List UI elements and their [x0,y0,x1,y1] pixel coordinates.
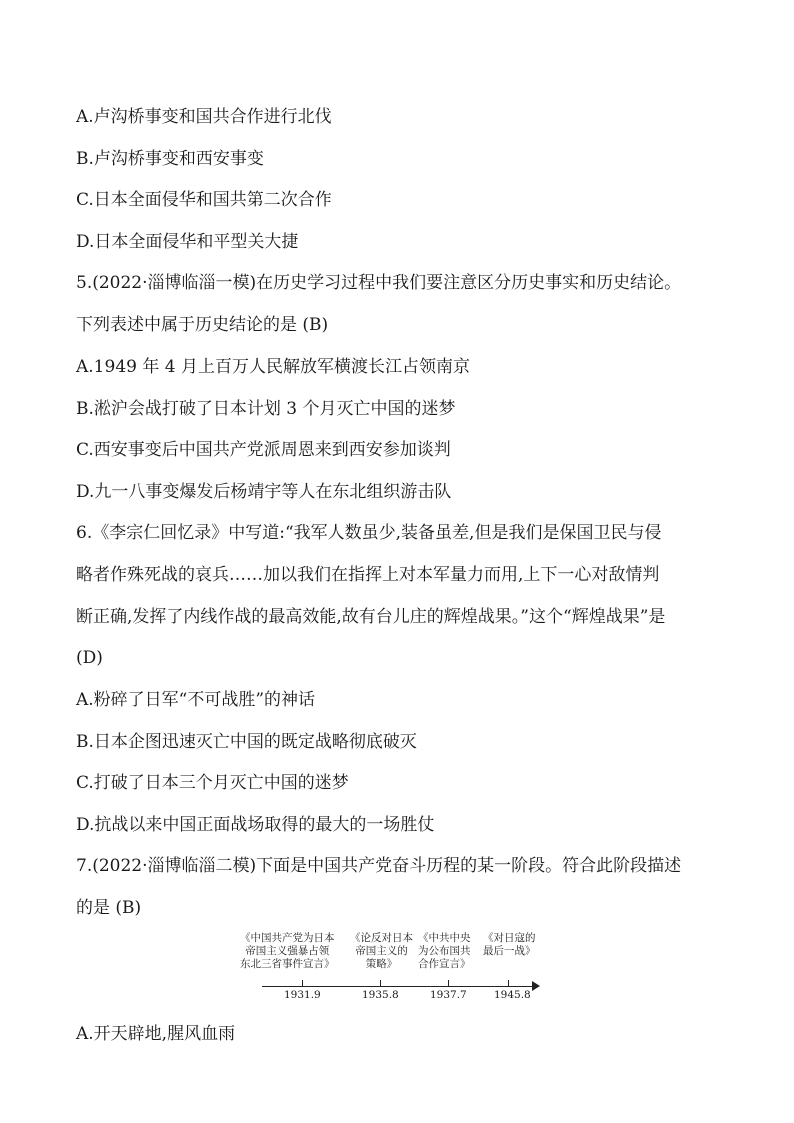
option-a: A.开天辟地,腥风血雨 [76,1024,236,1044]
option-b: B.日本企图迅速灭亡中国的既定战略彻底破灭 [76,732,417,752]
option-c: C.打破了日本三个月灭亡中国的迷梦 [76,773,349,793]
option-b: B.卢沟桥事变和西安事变 [76,149,264,169]
question-6-stem-cont: 断正确,发挥了内线作战的最高效能,故有台儿庄的辉煌战果。”这个“辉煌战果”是 [76,607,666,627]
timeline-date-1: 1931.9 [284,989,321,1001]
option-c: C.日本全面侵华和国共第二次合作 [76,190,332,210]
question-5-stem-cont: 下列表述中属于历史结论的是 (B) [76,315,329,335]
timeline-doc-3: 《中共中央 为公布国共 合作宣言》 [418,932,471,970]
question-6-answer: (D) [76,648,103,668]
timeline-doc-1: 《中国共产党为日本 帝国主义强暴占领 东北三省事件宣言》 [240,932,335,970]
timeline-figure [240,932,540,1004]
question-7-stem: 7.(2022·淄博临淄二模)下面是中国共产党奋斗历程的某一阶段。符合此阶段描述 [76,856,682,876]
question-6-stem: 6.《李宗仁回忆录》中写道:“我军人数虽少,装备虽差,但是我们是保国卫民与侵 [76,523,662,543]
option-a: A.卢沟桥事变和国共合作进行北伐 [76,107,332,127]
option-d: D.日本全面侵华和平型关大捷 [76,232,299,252]
timeline-date-3: 1937.7 [430,989,467,1001]
question-5-stem: 5.(2022·淄博临淄一模)在历史学习过程中我们要注意区分历史事实和历史结论。 [76,273,682,293]
timeline-date-4: 1945.8 [494,989,531,1001]
option-d: D.九一八事变爆发后杨靖宇等人在东北组织游击队 [76,482,452,502]
timeline-doc-4: 《对日寇的 最后一战》 [483,932,536,957]
option-a: A.粉碎了日军“不可战胜”的神话 [76,690,316,710]
option-a: A.1949 年 4 月上百万人民解放军横渡长江占领南京 [76,357,470,377]
option-b: B.淞沪会战打破了日本计划 3 个月灭亡中国的迷梦 [76,399,456,419]
question-6-stem-cont: 略者作殊死战的哀兵……加以我们在指挥上对本军量力而用,上下一心对敌情判 [76,565,660,585]
timeline-axis [262,986,536,987]
timeline-tick [508,980,509,986]
timeline-arrow-icon [532,981,540,991]
timeline-date-2: 1935.8 [362,989,399,1001]
question-7-stem-cont: 的是 (B) [76,898,142,918]
option-c: C.西安事变后中国共产党派周恩来到西安参加谈判 [76,440,451,460]
timeline-tick [380,980,381,986]
timeline-doc-2: 《论反对日本 帝国主义的 策略》 [350,932,413,970]
option-d: D.抗战以来中国正面战场取得的最大的一场胜仗 [76,815,435,835]
timeline-tick [302,980,303,986]
timeline-tick [448,980,449,986]
